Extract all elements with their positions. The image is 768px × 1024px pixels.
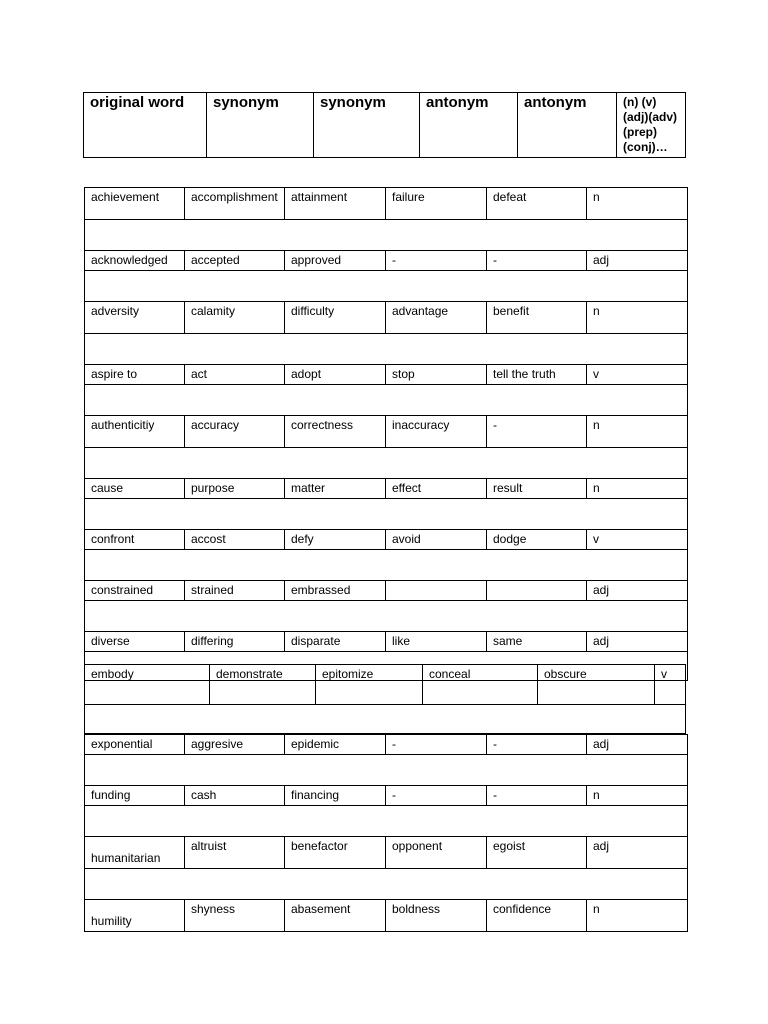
table-row — [85, 365, 688, 385]
cell-synonym-2: defy — [285, 530, 386, 550]
table-row — [85, 735, 688, 755]
cell-part-of-speech: n — [587, 786, 688, 806]
table-row — [85, 479, 688, 499]
cell-part-of-speech: adj — [587, 837, 688, 869]
cell-synonym-1: accepted — [185, 251, 285, 271]
cell-word: humility — [85, 900, 185, 932]
header-word-types: (n) (v) (adj)(adv) (prep) (conj)… — [617, 93, 686, 158]
cell-word: diverse — [85, 632, 185, 652]
cell-synonym-1: differing — [185, 632, 285, 652]
cell-part-of-speech: adj — [587, 251, 688, 271]
spacer-row — [85, 755, 688, 786]
table-row — [85, 900, 688, 932]
cell-synonym-2: approved — [285, 251, 386, 271]
cell-antonym-1: effect — [386, 479, 487, 499]
cell-antonym-1: boldness — [386, 900, 487, 932]
table-row — [85, 302, 688, 334]
cell-synonym-1: altruist — [185, 837, 285, 869]
cell-part-of-speech: n — [587, 479, 688, 499]
spacer-row — [85, 806, 688, 837]
cell-word: funding — [85, 786, 185, 806]
cell-antonym-1: inaccuracy — [386, 416, 487, 448]
cell-antonym-2: egoist — [487, 837, 587, 869]
table-row — [85, 530, 688, 550]
table-row — [85, 837, 688, 869]
vocab-table-embody — [84, 664, 686, 734]
spacer-row — [85, 271, 688, 302]
cell-word: cause — [85, 479, 185, 499]
cell-antonym-2: tell the truth — [487, 365, 587, 385]
cell-synonym-1: demonstrate — [210, 665, 316, 705]
cell-antonym-1: advantage — [386, 302, 487, 334]
cell-part-of-speech: n — [587, 900, 688, 932]
cell-synonym-2: epitomize — [316, 665, 423, 705]
cell-word: confront — [85, 530, 185, 550]
cell-part-of-speech: n — [587, 302, 688, 334]
cell-antonym-2: - — [487, 251, 587, 271]
spacer-row — [85, 385, 688, 416]
cell-synonym-1: calamity — [185, 302, 285, 334]
spacer-row — [85, 869, 688, 900]
spacer-row — [85, 448, 688, 479]
table-row — [85, 665, 686, 705]
cell-antonym-2: same — [487, 632, 587, 652]
cell-antonym-2: obscure — [538, 665, 655, 705]
cell-antonym-1: like — [386, 632, 487, 652]
spacer-row — [85, 499, 688, 530]
cell-synonym-1: aggresive — [185, 735, 285, 755]
vocab-table-main — [84, 187, 688, 681]
cell-word: acknowledged — [85, 251, 185, 271]
cell-synonym-1: purpose — [185, 479, 285, 499]
cell-antonym-1: - — [386, 786, 487, 806]
cell-synonym-2: difficulty — [285, 302, 386, 334]
cell-part-of-speech: v — [587, 365, 688, 385]
cell-antonym-1: stop — [386, 365, 487, 385]
cell-antonym-1 — [386, 581, 487, 601]
header-synonym-1: synonym — [207, 93, 314, 158]
cell-part-of-speech: v — [587, 530, 688, 550]
cell-antonym-1: - — [386, 251, 487, 271]
cell-synonym-1: act — [185, 365, 285, 385]
cell-antonym-2: benefit — [487, 302, 587, 334]
table-row — [85, 188, 688, 220]
cell-word: authenticitiy — [85, 416, 185, 448]
spacer-row — [85, 220, 688, 251]
cell-part-of-speech: n — [587, 416, 688, 448]
cell-word: embody — [85, 665, 210, 705]
cell-word: humanitarian — [85, 837, 185, 869]
cell-antonym-1: - — [386, 735, 487, 755]
spacer-row — [85, 705, 686, 734]
cell-antonym-1: avoid — [386, 530, 487, 550]
cell-synonym-2: disparate — [285, 632, 386, 652]
cell-synonym-1: accomplishment — [185, 188, 285, 220]
cell-word: adversity — [85, 302, 185, 334]
table-row — [85, 251, 688, 271]
cell-antonym-2: - — [487, 786, 587, 806]
cell-synonym-1: shyness — [185, 900, 285, 932]
cell-synonym-2: benefactor — [285, 837, 386, 869]
header-synonym-2: synonym — [314, 93, 420, 158]
header-original-word: original word — [84, 93, 207, 158]
cell-synonym-2: embrassed — [285, 581, 386, 601]
cell-antonym-1: opponent — [386, 837, 487, 869]
cell-synonym-1: strained — [185, 581, 285, 601]
header-antonym-2: antonym — [518, 93, 617, 158]
cell-word: aspire to — [85, 365, 185, 385]
cell-synonym-2: attainment — [285, 188, 386, 220]
cell-part-of-speech: adj — [587, 735, 688, 755]
cell-synonym-1: cash — [185, 786, 285, 806]
cell-synonym-2: financing — [285, 786, 386, 806]
header-antonym-1: antonym — [420, 93, 518, 158]
table-row — [85, 416, 688, 448]
header-row — [84, 93, 686, 158]
table-row — [85, 786, 688, 806]
cell-word: achievement — [85, 188, 185, 220]
cell-word: constrained — [85, 581, 185, 601]
table-row — [85, 632, 688, 652]
spacer-row — [85, 601, 688, 632]
spacer-row — [85, 550, 688, 581]
cell-synonym-2: abasement — [285, 900, 386, 932]
header-table — [83, 92, 686, 158]
cell-synonym-1: accuracy — [185, 416, 285, 448]
table-row — [85, 581, 688, 601]
spacer-row — [85, 334, 688, 365]
cell-antonym-2 — [487, 581, 587, 601]
cell-part-of-speech: n — [587, 188, 688, 220]
cell-antonym-2: defeat — [487, 188, 587, 220]
cell-antonym-2: confidence — [487, 900, 587, 932]
cell-antonym-1: conceal — [423, 665, 538, 705]
cell-synonym-2: epidemic — [285, 735, 386, 755]
cell-antonym-2: result — [487, 479, 587, 499]
cell-synonym-2: adopt — [285, 365, 386, 385]
cell-word: exponential — [85, 735, 185, 755]
cell-synonym-1: accost — [185, 530, 285, 550]
cell-antonym-2: - — [487, 735, 587, 755]
cell-synonym-2: correctness — [285, 416, 386, 448]
cell-synonym-2: matter — [285, 479, 386, 499]
cell-part-of-speech: v — [655, 665, 686, 705]
cell-part-of-speech: adj — [587, 632, 688, 652]
cell-antonym-2: dodge — [487, 530, 587, 550]
vocab-table-end — [84, 734, 688, 932]
cell-part-of-speech: adj — [587, 581, 688, 601]
cell-antonym-1: failure — [386, 188, 487, 220]
cell-antonym-2: - — [487, 416, 587, 448]
